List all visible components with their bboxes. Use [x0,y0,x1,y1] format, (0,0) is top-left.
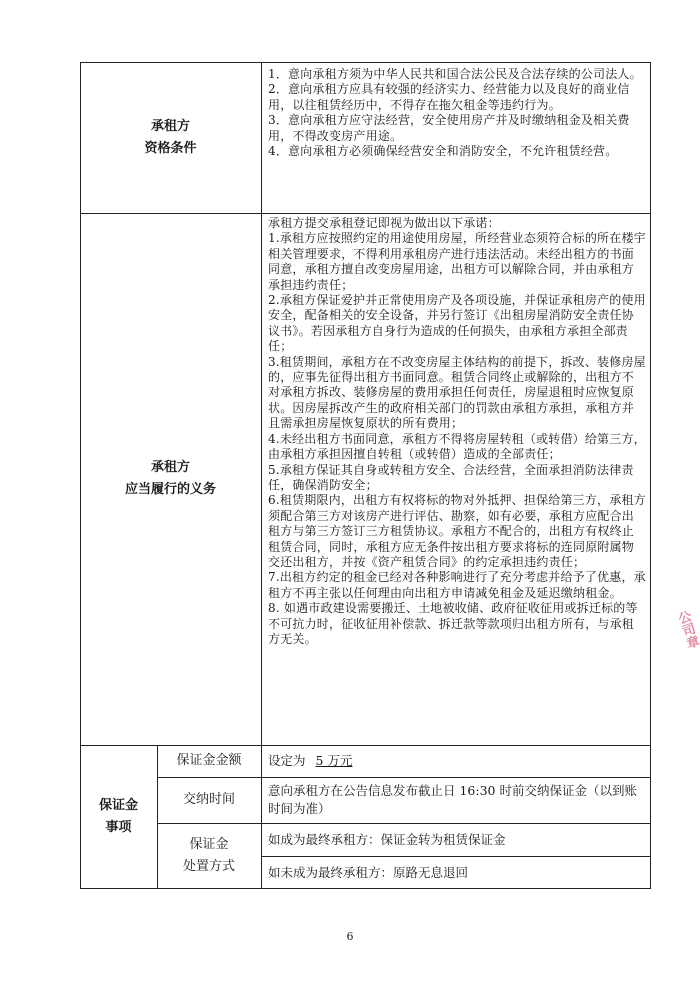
deposit-label-line1: 保证金 [98,798,138,813]
qualification-content [268,67,646,159]
deposit-label-line2: 事项 [105,820,132,835]
obligations-content [268,216,646,647]
deposit-time-label [157,777,261,823]
qualification-label-line2: 资格条件 [144,140,197,156]
qualification-item: 1．意向承租方须为中华人民共和国合法公民及合法存续的公司法人。 [268,67,642,81]
deposit-disposal-not [268,856,646,889]
table-divider-vertical [261,62,262,889]
deposit-amount-label-text: 保证金金额 [176,753,242,768]
obligation-item: 1.承租方应按照约定的用途使用房屋，所经营业态须符合标的所在楼宇相关管理要求，不得利用承租房产进行违法活动。未经出租方的书面同意，承租方擅自改变房屋用途，出租方可以解除合同，并由承租方承担违约责任； [268,231,646,292]
qualification-label-line1: 承租方 [150,118,190,134]
deposit-amount-number: 5 万元 [315,753,353,768]
deposit-time-label-text: 交纳时间 [182,792,235,807]
qualification-item: 4．意向承租方必须确保经营安全和消防安全，不允许租赁经营。 [268,144,618,159]
page-number: 6 [346,930,354,943]
deposit-amount-prefix: 设定为 [268,753,306,768]
deposit-disposal-label [157,823,261,889]
deposit-disposal-label-line1: 保证金 [189,837,229,852]
obligations-label-line1: 承租方 [150,460,190,475]
obligations-label [80,213,261,745]
qualification-label [80,62,261,213]
deposit-amount-label [157,745,261,777]
obligation-item: 5.承租方保证其自身或转租方安全、合法经营，全面承担消防法律责任，确保消防安全； [268,462,634,492]
deposit-disposal-final [268,823,646,856]
obligation-item: 7.出租方约定的租金已经对各种影响进行了充分考虑并给予了优惠，承租方不再主张以任何理由向出租方申请减免租金及延迟缴纳租金。 [268,570,646,600]
obligation-item: 8. 如遇市政建设需要搬迁、土地被收储、政府征收征用或拆迁标的等不可抗力时，征收征用补偿款、拆迁款等款项归出租方所有，与承租方无关。 [268,601,638,646]
obligation-item: 4.未经出租方书面同意，承租方不得将房屋转租（或转借）给第三方，由承租方承担因擅自转租（或转借）造成的全部责任； [268,431,646,462]
deposit-amount-value [268,745,646,777]
obligations-label-line2: 应当履行的义务 [124,482,216,497]
deposit-disposal-not-text: 如未成为最终承租方：原路无息退回 [268,864,469,880]
obligation-item: 承租方提交承租登记即视为做出以下承诺： [268,216,500,230]
qualification-item: 3．意向承租方应守法经营，安全使用房产并及时缴纳租金及相关费用，不得改变房产用途。 [268,113,630,143]
obligation-item: 3.租赁期间，承租方在不改变房屋主体结构的前提下，拆改、装修房屋的，应事先征得出租方书面同意。租赁合同终止或解除的，出租方不对承租方拆改、装修房屋的费用承担任何责任，房屋退租时应恢复原状。因房屋拆改产生的政府相关部门的罚款由承租方承担，承租方并且需承担房屋恢复原状的所有费用； [268,354,646,431]
deposit-time-value [268,777,646,823]
obligation-item: 6.租赁期限内，出租方有权将标的物对外抵押、担保给第三方，承租方须配合第三方对该房产进行评估、勘察，如有必要，承租方应配合出租方与第三方签订三方租赁协议。承租方不配合的，出租方有权终止租赁合同，同时，承租方应无条件按出租方要求将标的连同原附属物交还出租方，并按《资产租赁合同》的约定承担违约责任； [268,493,646,569]
obligation-item: 2.承租方保证爱护并正常使用房产及各项设施，并保证承租房产的使用安全，配备相关的安全设备，并另行签订《出租房屋消防安全责任协议书》。若因承租方自身行为造成的任何损失，由承租方承担全部责任； [268,293,646,354]
qualification-item: 2．意向承租方应具有较强的经济实力、经营能力以及良好的商业信用，以往租赁经历中，不得存在拖欠租金等违约行为。 [268,82,630,112]
deposit-time-text: 意向承租方在公告信息发布截止日 16:30 时前交纳保证金（以到账时间为准） [268,783,637,816]
company-stamp: 公司章 [673,609,700,651]
deposit-disposal-final-text: 如成为最终承租方：保证金转为租赁保证金 [268,831,506,847]
deposit-disposal-label-line2: 处置方式 [182,859,235,874]
deposit-label [80,745,157,889]
